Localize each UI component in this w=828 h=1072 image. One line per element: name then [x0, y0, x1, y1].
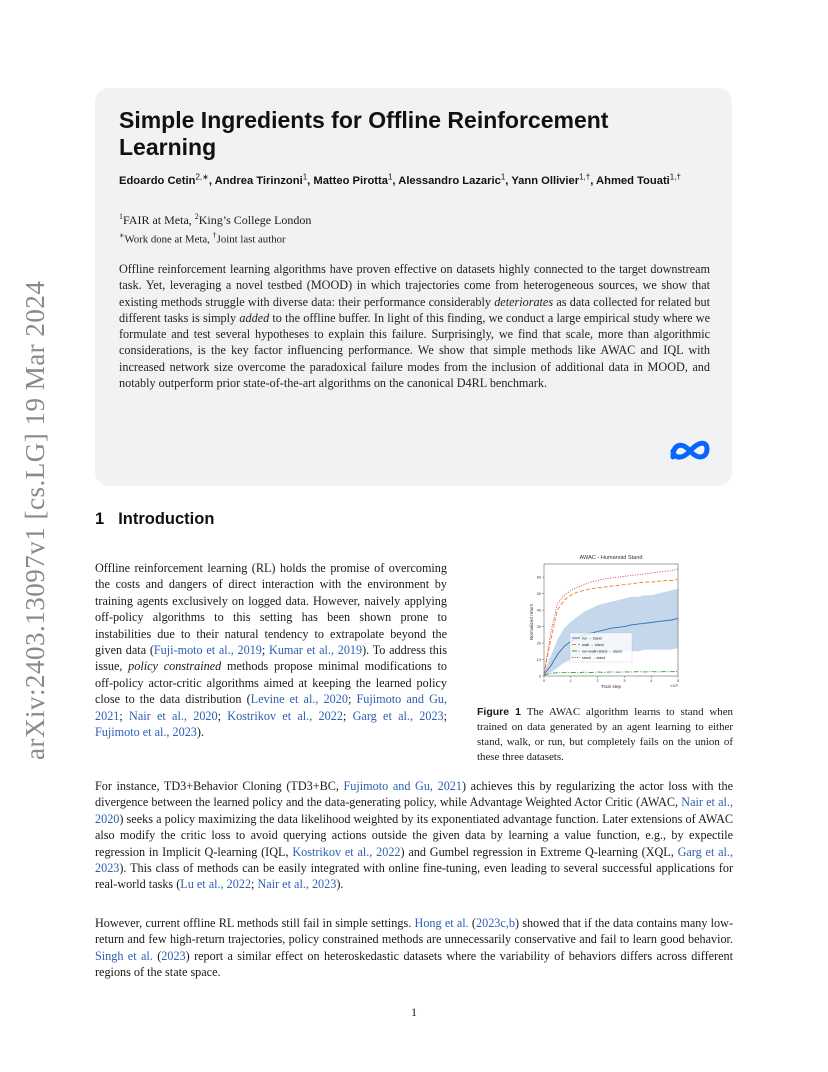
y-tick-label: 20: [536, 641, 541, 646]
citation-link[interactable]: Lu et al., 2022: [180, 877, 252, 892]
citation-link[interactable]: Singh et al.: [95, 948, 153, 963]
y-axis-label: Normalized return: [529, 603, 534, 641]
citation-link[interactable]: Kumar et al., 2019: [269, 643, 363, 658]
y-tick-label: 60: [536, 575, 541, 580]
x-tick-label: 0: [542, 679, 546, 683]
figure-caption: Figure 1 The AWAC algorithm learns to stand when trained on data generated by an agent learning to either stand, walk, or run, but completely fails on the union of these three datasets.: [477, 706, 733, 763]
paper-title: Simple Ingredients for Offline Reinforcement Learning: [119, 107, 609, 160]
meta-logo-icon: [668, 437, 712, 465]
author: Ahmed Touati$^{1,\dagger}$: [596, 172, 681, 187]
legend-entry: stand → stand: [582, 655, 606, 660]
figure-1: [516, 552, 688, 694]
citation-link[interactable]: Fujimoto and Gu, 2021: [95, 692, 448, 723]
chart-title: AWAC - Humanoid Stand: [579, 555, 643, 561]
affiliation-line: $^1$FAIR at Meta, $^2$King’s College London: [119, 212, 312, 227]
x-tick-label: 3: [623, 679, 626, 683]
author-list: [119, 169, 699, 189]
legend-entry: run → stand: [582, 636, 602, 641]
paragraph: However, current offline RL methods still fail in simple settings. Hong et al. (2023c,b) showed that if the data contains many low-return and few high-return trajectories, policy constrained methods are unnecessarily conservative and fail to learn good behavior. Singh et al. (2023) report a similar effect on heteroskedastic datasets where the variability of behaviors differs across different regions of the state space.: [95, 916, 734, 980]
citation-link[interactable]: Hong et al.: [414, 916, 469, 930]
author: Edoardo Cetin$^{2,∗}$,: [119, 172, 215, 187]
citation-link[interactable]: Fuji-moto et al., 2019: [153, 643, 262, 658]
x-tick-label: 2: [596, 679, 599, 683]
affiliations: [119, 209, 699, 248]
x-axis-multiplier: ×10⁶: [669, 684, 678, 688]
citation-link[interactable]: Nair et al., 2020: [95, 795, 734, 826]
author: Matteo Pirotta$^1$,: [313, 172, 399, 187]
author-notes: ∗Work done at Meta, †Joint last author: [119, 231, 286, 246]
author: Alessandro Lazaric$^1$,: [398, 172, 512, 187]
y-tick-label: 40: [536, 608, 541, 613]
y-tick-label: 0: [538, 674, 541, 679]
page-number: 1: [411, 1005, 417, 1019]
paragraph: For instance, TD3+Behavior Cloning (TD3+BC, Fujimoto and Gu, 2021) achieves this by regularizing the actor loss with the divergence between the learned policy and the data-generating policy, while Advantage Weighted Actor Critic (AWAC, Nair et al., 2020) seeks a policy maximizing the data likelihood weighted by its exponentiated advantage function. Later extensions of AWAC also modify the critic loss to avoid querying actions outside the given data by learning a value function, e.g., by expectile regression in Implicit Q-learning (IQL, Kostrikov et al., 2022) and Gumbel regression in Extreme Q-learning (XQL, Garg et al., 2023). This class of methods can be easily integrated with online fine-tuning, even leading to several successful applications for real-world tasks (Lu et al., 2022; Nair et al., 2023).: [95, 779, 734, 892]
y-tick-label: 50: [536, 591, 541, 596]
abstract: Offline reinforcement learning algorithms have proven effective on datasets highly connected to the target downstream task. Yet, leveraging a novel testbed (MOOD) in which trajectories come from heterogeneous sources, we show that existing methods struggle with diverse data: their performance considerably deteriorates as data collected for related but different tasks is simply added to the offline buffer. In light of this finding, we conduct a large empirical study where we formulate and test several hypotheses to explain this failure. Surprisingly, we find that scale, more than algorithmic considerations, is the key factor influencing performance. We show that simple methods like AWAC and IQL with increased network size overcome the paradoxical failure modes from the inclusion of additional data in MOOD, and notably outperform prior state-of-the-art algorithms on the canonical D4RL benchmark.: [119, 262, 711, 391]
citation-link[interactable]: 2023: [161, 948, 186, 963]
citation-link[interactable]: Nair et al., 2023: [257, 877, 337, 892]
awac-chart: [516, 552, 688, 694]
citation-link[interactable]: Garg et al., 2023: [95, 844, 734, 876]
intro-paragraph: Offline reinforcement learning (RL) holds the promise of overcoming the costs and dangers of direct interaction with the environment by training agents exclusively on logged data. However, naively applying off-policy algorithms to this setting has been shown prone to instabilities due to their natural tendency to extrapolate beyond the given data (Fuji-moto et al., 2019; Kumar et al., 2019). To address this issue, policy constrained methods propose minimal modifications to off-policy actor-critic algorithms aimed at keeping the learned policy close to the data distribution (Levine et al., 2020; Fujimoto and Gu, 2021; Nair et al., 2020; Kostrikov et al., 2022; Garg et al., 2023; Fujimoto et al., 2023).: [95, 561, 448, 740]
legend-entry: run+walk+stand → stand: [582, 649, 622, 654]
citation-link[interactable]: Kostrikov et al., 2022: [227, 708, 343, 723]
x-tick-label: 1: [569, 679, 572, 683]
citation-link[interactable]: Nair et al., 2020: [129, 708, 218, 723]
x-tick-label: 4: [650, 679, 653, 683]
citation-link[interactable]: Fujimoto et al., 2023: [95, 725, 197, 740]
citation-link[interactable]: 2023c,b: [476, 916, 515, 930]
citation-link[interactable]: Garg et al., 2023: [352, 708, 444, 723]
y-tick-label: 10: [536, 657, 541, 662]
arxiv-identifier-stamp: arXiv:2403.13097v1 [cs.LG] 19 Mar 2024: [20, 280, 50, 760]
citation-link[interactable]: Levine et al., 2020: [250, 692, 348, 707]
author: Yann Ollivier$^{1,\dagger}$,: [511, 172, 597, 187]
x-axis-label: Train step: [600, 684, 622, 689]
x-tick-label: 5: [676, 679, 680, 683]
legend-entry: walk → stand: [582, 642, 604, 647]
author: Andrea Tirinzoni$^1$,: [214, 172, 314, 187]
citation-link[interactable]: Fujimoto and Gu, 2021: [343, 779, 462, 793]
citation-link[interactable]: Kostrikov et al., 2022: [292, 844, 401, 859]
section-heading: 1 Introduction: [95, 510, 215, 528]
y-tick-label: 30: [536, 624, 541, 629]
